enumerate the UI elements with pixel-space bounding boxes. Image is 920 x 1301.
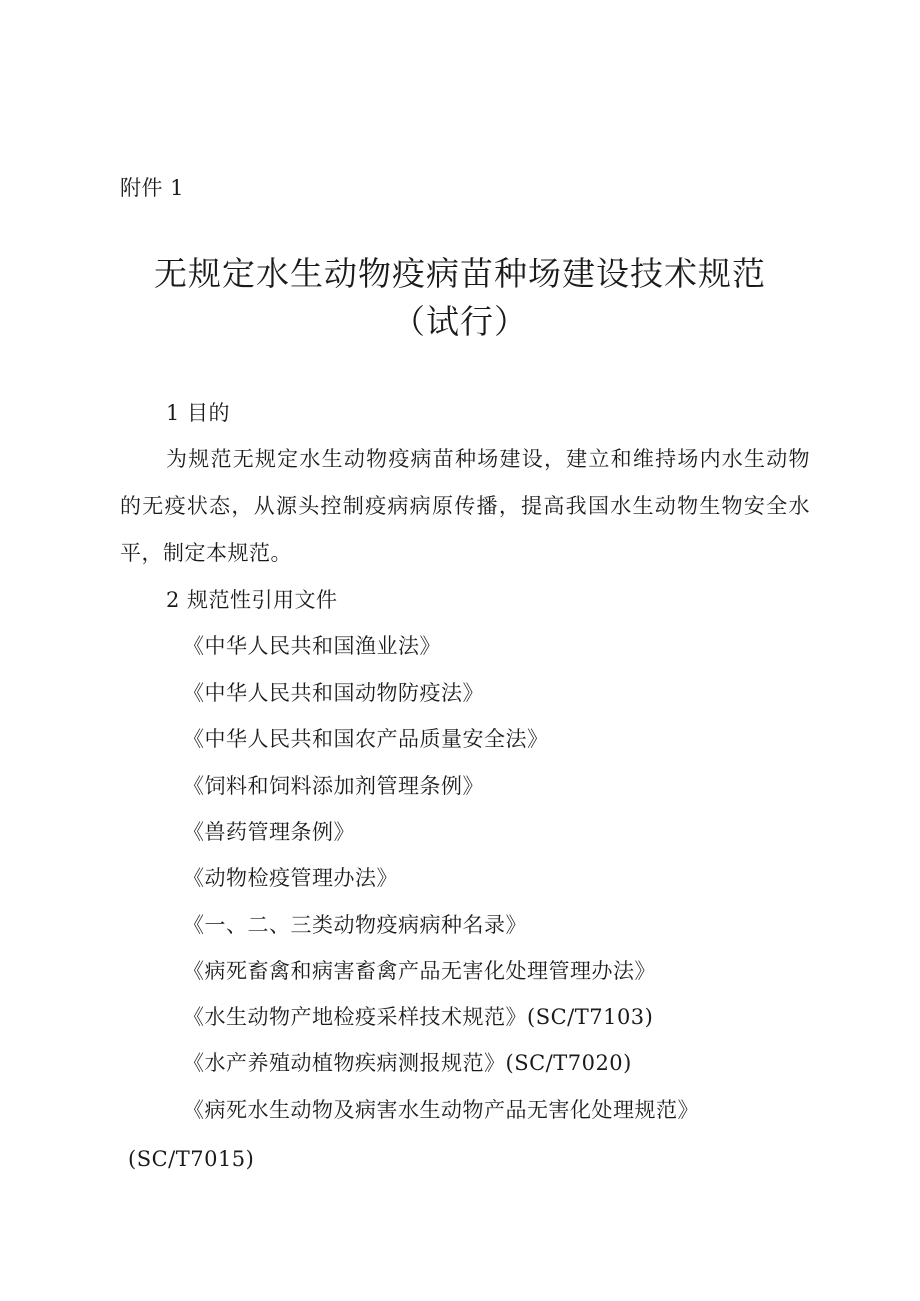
reference-item: 《水产养殖动植物疾病测报规范》(SC/T7020): [183, 1051, 632, 1075]
document-title: 无规定水生动物疫病苗种场建设技术规范: [154, 254, 766, 293]
reference-item: 《一、二、三类动物疫病病种名录》: [183, 913, 527, 937]
section-heading-purpose: 1 目的: [166, 401, 231, 425]
reference-item: 《动物检疫管理办法》: [183, 866, 398, 890]
reference-item: 《中华人民共和国农产品质量安全法》: [183, 727, 549, 751]
attachment-label: 附件 1: [120, 176, 185, 200]
reference-item: 《中华人民共和国渔业法》: [183, 634, 441, 658]
document-subtitle: （试行）: [392, 302, 528, 341]
reference-item: 《水生动物产地检疫采样技术规范》(SC/T7103): [183, 1005, 654, 1029]
section-paragraph-purpose: 为规范无规定水生动物疫病苗种场建设，建立和维持场内水生动物的无疫状态，从源头控制疫病病原传播，提高我国水生动物生物安全水平，制定本规范。: [120, 447, 810, 565]
reference-item-continuation: (SC/T7015): [128, 1147, 255, 1171]
reference-item: 《兽药管理条例》: [183, 820, 355, 844]
reference-item: 《病死畜禽和病害畜禽产品无害化处理管理办法》: [183, 959, 656, 983]
reference-item: 《中华人民共和国动物防疫法》: [183, 681, 484, 705]
section-heading-references: 2 规范性引用文件: [166, 588, 338, 612]
reference-item: 《病死水生动物及病害水生动物产品无害化处理规范》: [183, 1098, 699, 1122]
reference-item: 《饲料和饲料添加剂管理条例》: [183, 774, 484, 798]
